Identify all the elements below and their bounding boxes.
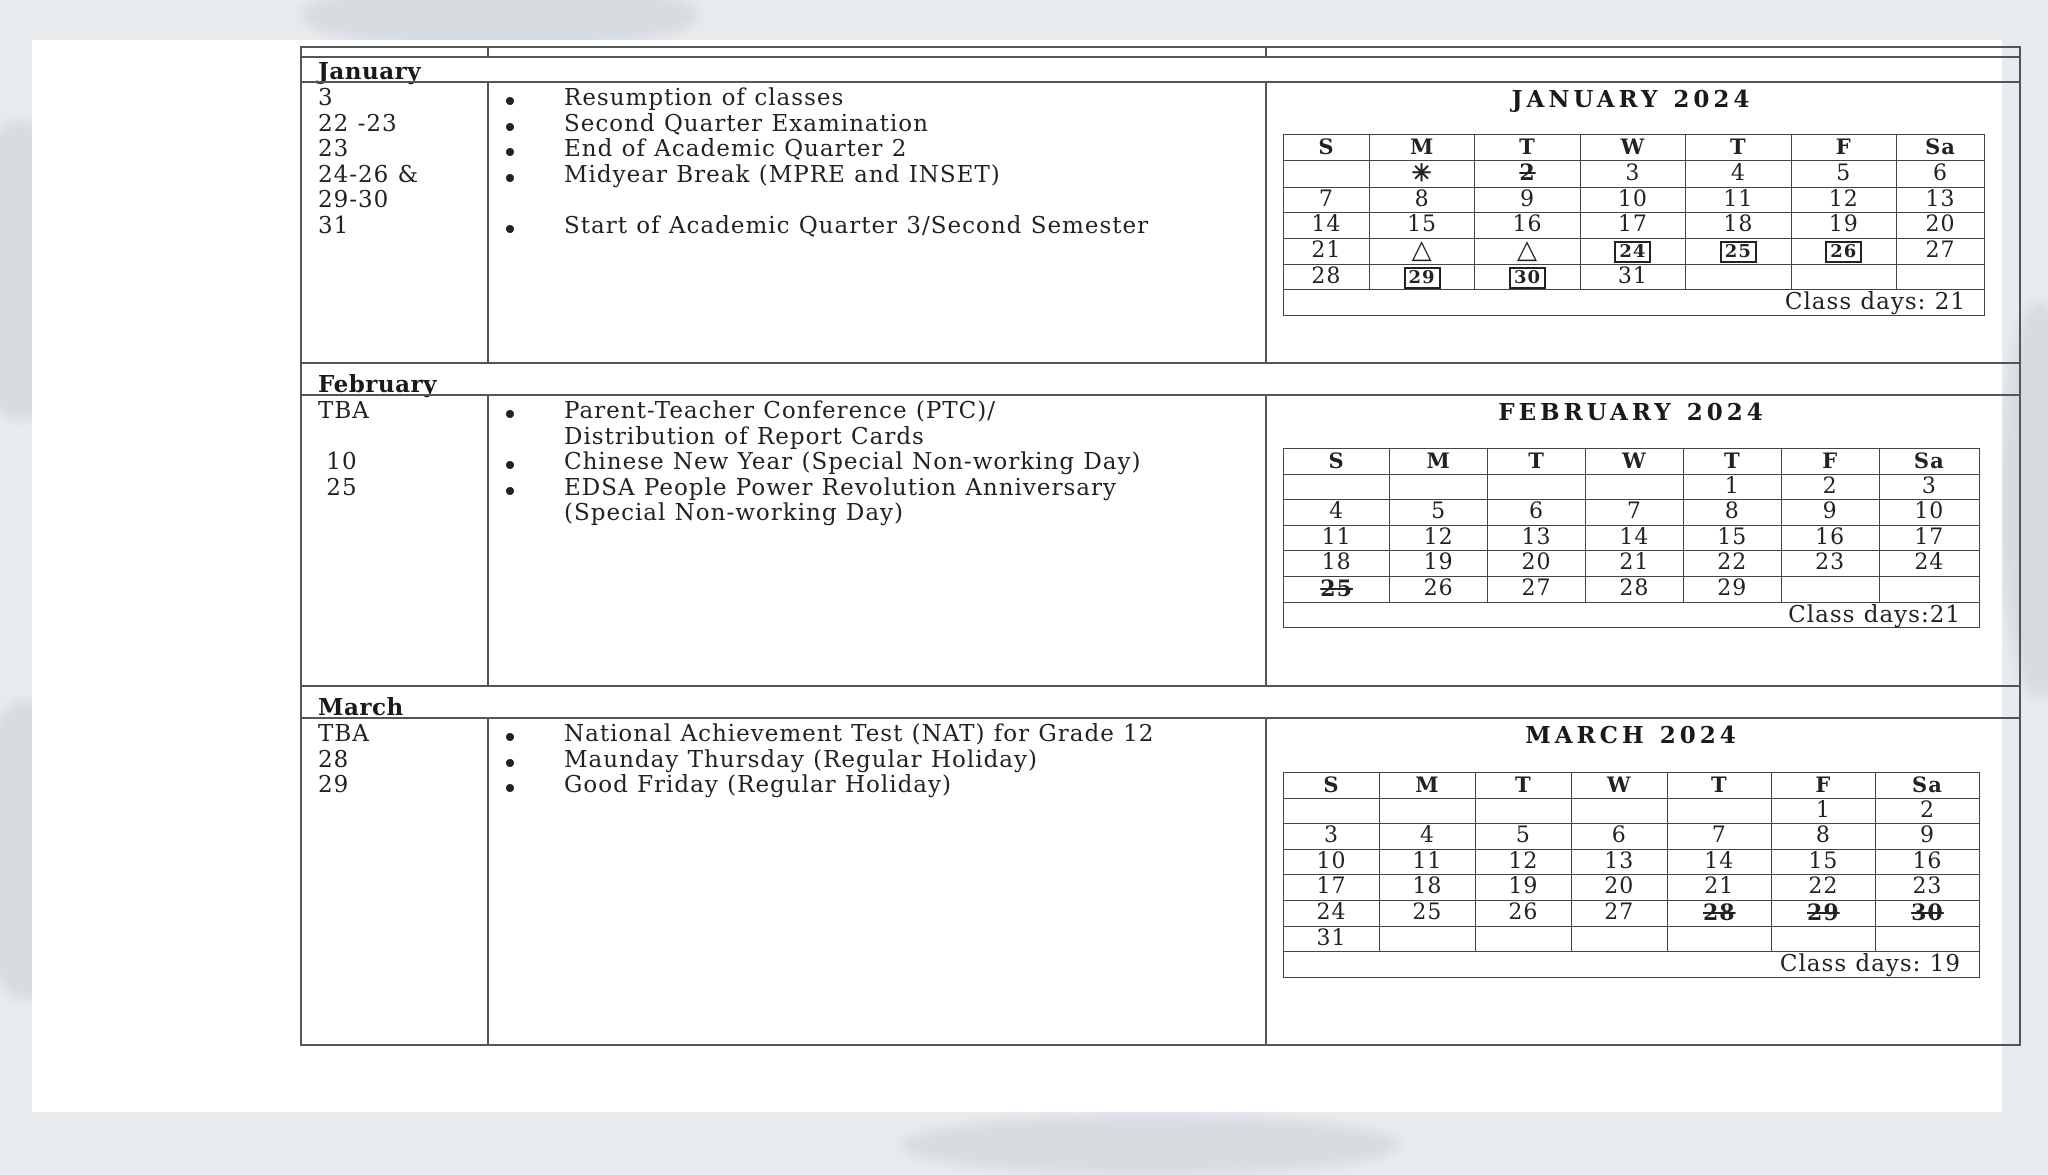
calendar-day — [1369, 157, 1474, 187]
weekday-header: T — [1488, 449, 1586, 475]
weekday-header: S — [1284, 135, 1370, 161]
calendar-footer-row — [1284, 602, 1980, 628]
column-divider — [487, 48, 489, 56]
calendar-day — [1791, 238, 1896, 264]
weekday-header: M — [1369, 135, 1474, 161]
triangle-icon: △ — [1411, 234, 1433, 265]
asterisk-icon: ✳ — [1411, 157, 1433, 187]
calendar-day — [1667, 926, 1771, 952]
calendar-day — [1771, 926, 1875, 952]
event-text: Midyear Break (MPRE and INSET) — [564, 161, 1001, 188]
calendar-day — [1580, 238, 1685, 264]
column-divider — [1265, 48, 1267, 56]
calendar-day — [1284, 474, 1390, 500]
calendar-day: 19 — [1791, 213, 1896, 239]
calendar-week-row — [1284, 187, 1985, 213]
school-calendar-document — [300, 46, 2021, 1046]
calendar-day: 28 — [1284, 264, 1370, 290]
event-text: Start of Academic Quarter 3/Second Semester — [564, 212, 1150, 239]
boxed-day-marker: 29 — [1404, 267, 1441, 289]
calendar-day: 26 — [1475, 900, 1571, 926]
event-item — [564, 722, 1154, 748]
row-divider — [302, 717, 2019, 719]
calendar-day: 8 — [1369, 187, 1474, 213]
calendar-day: 27 — [1571, 900, 1667, 926]
calendar-day: 16 — [1875, 849, 1979, 875]
calendar-week-row — [1284, 525, 1980, 551]
calendar-day — [1475, 798, 1571, 824]
calendar-day: 6 — [1896, 160, 1984, 187]
calendar-day: 4 — [1379, 824, 1475, 850]
row-divider — [302, 56, 2019, 58]
class-days-count: Class days: 19 — [1284, 952, 1980, 978]
calendar-day: 24 — [1284, 900, 1380, 926]
calendar-day: 28 — [1585, 576, 1683, 602]
background-blob — [900, 1115, 1400, 1175]
calendar-day: 6 — [1488, 500, 1586, 526]
calendar-day: 2 — [1781, 474, 1879, 500]
calendar-day — [1379, 926, 1475, 952]
weekday-header: T — [1475, 135, 1580, 161]
triangle-icon: △ — [1516, 234, 1538, 265]
calendar-day — [1390, 474, 1488, 500]
calendar-week-row — [1284, 875, 1980, 901]
calendar-day: 10 — [1879, 500, 1979, 526]
bullet-icon — [506, 174, 514, 182]
calendar-day — [1475, 264, 1580, 290]
struck-day-marker: 30 — [1911, 899, 1944, 926]
calendar-day: 12 — [1390, 525, 1488, 551]
struck-day-marker: 2 — [1519, 160, 1536, 186]
calendar-day: 20 — [1488, 551, 1586, 577]
weekday-header: F — [1781, 449, 1879, 475]
row-divider — [302, 81, 2019, 83]
boxed-day-marker: 25 — [1720, 241, 1757, 263]
calendar-day: 2 — [1875, 798, 1979, 824]
calendar-day: 10 — [1580, 187, 1685, 213]
calendar-day: 14 — [1667, 849, 1771, 875]
calendar-week-row — [1284, 474, 1980, 500]
calendar-day: 27 — [1488, 576, 1586, 602]
calendar-day: 12 — [1791, 187, 1896, 213]
calendar-day: 8 — [1683, 500, 1781, 526]
column-divider — [487, 394, 489, 685]
calendar-day: 17 — [1879, 525, 1979, 551]
calendar-day: 11 — [1284, 525, 1390, 551]
event-text: Resumption of classes — [564, 85, 845, 111]
bullet-icon — [506, 123, 514, 131]
calendar-day: 7 — [1585, 500, 1683, 526]
class-days-count: Class days: 21 — [1284, 290, 1985, 316]
calendar-day: 7 — [1667, 824, 1771, 850]
weekday-header: Sa — [1875, 773, 1979, 799]
column-divider — [1265, 717, 1267, 1046]
month-heading: February — [318, 371, 438, 398]
calendar-day: 23 — [1781, 551, 1879, 577]
struck-day-marker: 29 — [1807, 899, 1840, 926]
calendar-day: 21 — [1585, 551, 1683, 577]
calendar-day: 4 — [1686, 160, 1791, 187]
calendar-day: 22 — [1683, 551, 1781, 577]
row-divider — [302, 394, 2019, 396]
calendar-day: 12 — [1475, 849, 1571, 875]
weekday-header: W — [1571, 773, 1667, 799]
calendar-day: 13 — [1571, 849, 1667, 875]
weekday-header: M — [1379, 773, 1475, 799]
month-calendar — [1283, 448, 1980, 628]
event-text: Maunday Thursday (Regular Holiday) — [564, 746, 1038, 773]
event-text: National Achievement Test (NAT) for Grade 12 — [564, 721, 1155, 747]
calendar-day: 18 — [1284, 551, 1390, 577]
column-divider — [1265, 394, 1267, 685]
event-item — [564, 450, 1142, 476]
calendar-day — [1875, 900, 1979, 926]
event-text: Second Quarter Examination — [564, 110, 929, 137]
calendar-day: 31 — [1580, 264, 1685, 290]
event-dates: TBA 10 25 — [318, 398, 370, 501]
calendar-day: 20 — [1571, 875, 1667, 901]
calendar-footer-row — [1284, 290, 1985, 316]
event-item — [564, 501, 904, 527]
event-text: (Special Non-working Day) — [564, 500, 905, 526]
row-divider — [302, 362, 2019, 364]
calendar-day — [1781, 576, 1879, 602]
calendar-day: 14 — [1585, 525, 1683, 551]
struck-day-marker: 25 — [1320, 575, 1353, 602]
event-text: End of Academic Quarter 2 — [564, 136, 908, 162]
calendar-week-row — [1284, 551, 1980, 577]
calendar-day: 15 — [1771, 849, 1875, 875]
calendar-day: 9 — [1781, 500, 1879, 526]
calendar-day — [1791, 264, 1896, 290]
calendar-day: 5 — [1475, 824, 1571, 850]
event-item — [564, 137, 907, 163]
calendar-day — [1284, 798, 1380, 824]
month-calendar — [1283, 772, 1980, 978]
event-item — [564, 399, 996, 425]
weekday-header: T — [1686, 135, 1791, 161]
calendar-day: 11 — [1379, 849, 1475, 875]
weekday-header: F — [1771, 773, 1875, 799]
calendar-week-row — [1284, 849, 1980, 875]
bullet-icon — [506, 97, 514, 105]
event-text: Distribution of Report Cards — [564, 423, 925, 450]
weekday-header: F — [1791, 135, 1896, 161]
calendar-day: 21 — [1284, 238, 1370, 264]
calendar-day: 17 — [1580, 213, 1685, 239]
calendar-day — [1571, 926, 1667, 952]
calendar-day — [1475, 234, 1580, 265]
weekday-header: Sa — [1879, 449, 1979, 475]
event-item — [564, 112, 929, 138]
calendar-day: 13 — [1488, 525, 1586, 551]
calendar-day: 15 — [1369, 213, 1474, 239]
column-divider — [1265, 81, 1267, 362]
column-divider — [487, 81, 489, 362]
event-text: Chinese New Year (Special Non-working Day) — [564, 449, 1142, 475]
month-heading: January — [318, 58, 422, 85]
calendar-day: 10 — [1284, 849, 1380, 875]
calendar-day: 3 — [1580, 160, 1685, 187]
slide — [32, 40, 2002, 1112]
calendar-week-row — [1284, 264, 1985, 290]
weekday-header: W — [1580, 135, 1685, 161]
calendar-day: 21 — [1667, 875, 1771, 901]
calendar-week-row — [1284, 500, 1980, 526]
calendar-day: 18 — [1379, 875, 1475, 901]
calendar-week-row — [1284, 160, 1985, 187]
event-text: Good Friday (Regular Holiday) — [564, 772, 952, 798]
calendar-day: 31 — [1284, 926, 1380, 952]
calendar-day: 5 — [1390, 500, 1488, 526]
calendar-day — [1475, 160, 1580, 187]
calendar-day: 15 — [1683, 525, 1781, 551]
month-heading: March — [318, 694, 404, 721]
calendar-day — [1686, 264, 1791, 290]
calendar-day — [1379, 798, 1475, 824]
struck-day-marker: 28 — [1702, 899, 1736, 926]
calendar-day: 6 — [1571, 824, 1667, 850]
calendar-week-row — [1284, 238, 1985, 264]
column-divider — [487, 717, 489, 1046]
weekday-header: M — [1390, 449, 1488, 475]
calendar-day: 11 — [1686, 187, 1791, 213]
calendar-day: 4 — [1284, 500, 1390, 526]
calendar-day — [1571, 798, 1667, 824]
event-item — [564, 773, 952, 799]
bullet-icon — [506, 784, 514, 792]
calendar-footer-row — [1284, 952, 1980, 978]
calendar-day — [1284, 576, 1390, 602]
bullet-icon — [506, 487, 514, 495]
calendar-day — [1488, 474, 1586, 500]
calendar-day: 7 — [1284, 187, 1370, 213]
calendar-day: 1 — [1771, 798, 1875, 824]
calendar-day — [1879, 576, 1979, 602]
calendar-day — [1369, 234, 1474, 265]
calendar-day: 9 — [1475, 187, 1580, 213]
calendar-day: 3 — [1879, 474, 1979, 500]
calendar-week-row — [1284, 213, 1985, 239]
calendar-day — [1475, 926, 1571, 952]
event-item — [564, 425, 925, 451]
calendar-day: 16 — [1781, 525, 1879, 551]
calendar-day: 26 — [1390, 576, 1488, 602]
bullet-icon — [506, 410, 514, 418]
calendar-day: 13 — [1896, 187, 1984, 213]
calendar-day — [1667, 798, 1771, 824]
bullet-icon — [506, 225, 514, 233]
event-dates: TBA 28 29 — [318, 721, 370, 798]
calendar-day: 16 — [1475, 213, 1580, 239]
calendar-day: 14 — [1284, 213, 1370, 239]
calendar-week-row — [1284, 798, 1980, 824]
weekday-header: T — [1683, 449, 1781, 475]
calendar-day — [1896, 264, 1984, 290]
calendar-title: JANUARY 2024 — [1511, 86, 1754, 113]
weekday-header: Sa — [1896, 135, 1984, 161]
calendar-day: 18 — [1686, 213, 1791, 239]
calendar-day: 19 — [1390, 551, 1488, 577]
calendar-day: 29 — [1683, 576, 1781, 602]
class-days-count: Class days:21 — [1284, 602, 1980, 628]
boxed-day-marker: 26 — [1825, 241, 1862, 263]
weekday-header: W — [1585, 449, 1683, 475]
calendar-title: FEBRUARY 2024 — [1498, 399, 1767, 426]
calendar-day: 8 — [1771, 824, 1875, 850]
calendar-day: 1 — [1683, 474, 1781, 500]
calendar-day: 9 — [1875, 824, 1979, 850]
calendar-day: 19 — [1475, 875, 1571, 901]
calendar-day: 25 — [1379, 900, 1475, 926]
calendar-day — [1585, 474, 1683, 500]
weekday-header: T — [1667, 773, 1771, 799]
weekday-header: S — [1284, 773, 1380, 799]
calendar-day — [1875, 926, 1979, 952]
calendar-day — [1667, 900, 1771, 926]
calendar-day — [1771, 900, 1875, 926]
calendar-day: 23 — [1875, 875, 1979, 901]
calendar-day: 17 — [1284, 875, 1380, 901]
event-item — [564, 748, 1038, 774]
boxed-day-marker: 24 — [1614, 241, 1651, 263]
calendar-title: MARCH 2024 — [1525, 722, 1740, 749]
weekday-header: T — [1475, 773, 1571, 799]
calendar-day: 22 — [1771, 875, 1875, 901]
calendar-day: 20 — [1896, 213, 1984, 239]
bullet-icon — [506, 148, 514, 156]
bullet-icon — [506, 733, 514, 741]
calendar-day: 24 — [1879, 551, 1979, 577]
bullet-icon — [506, 759, 514, 767]
calendar-day — [1686, 238, 1791, 264]
weekday-header: S — [1284, 449, 1390, 475]
calendar-header-row — [1284, 135, 1985, 161]
calendar-week-row — [1284, 900, 1980, 926]
event-item — [564, 214, 1149, 240]
event-item — [564, 476, 1117, 502]
calendar-day — [1284, 160, 1370, 187]
calendar-day: 27 — [1896, 238, 1984, 264]
calendar-day: 5 — [1791, 160, 1896, 187]
calendar-week-row — [1284, 576, 1980, 602]
event-dates: 3 22 -23 23 24-26 & 29-30 31 — [318, 85, 420, 239]
calendar-day — [1369, 264, 1474, 290]
event-item — [564, 86, 844, 112]
month-calendar — [1283, 134, 1985, 316]
event-item — [564, 163, 1001, 189]
calendar-header-row — [1284, 449, 1980, 475]
calendar-week-row — [1284, 926, 1980, 952]
calendar-week-row — [1284, 824, 1980, 850]
row-divider — [302, 685, 2019, 687]
calendar-header-row — [1284, 773, 1980, 799]
event-text: EDSA People Power Revolution Anniversary — [564, 474, 1118, 501]
calendar-day: 3 — [1284, 824, 1380, 850]
event-text: Parent-Teacher Conference (PTC)/ — [564, 398, 996, 424]
bullet-icon — [506, 461, 514, 469]
boxed-day-marker: 30 — [1509, 267, 1546, 289]
